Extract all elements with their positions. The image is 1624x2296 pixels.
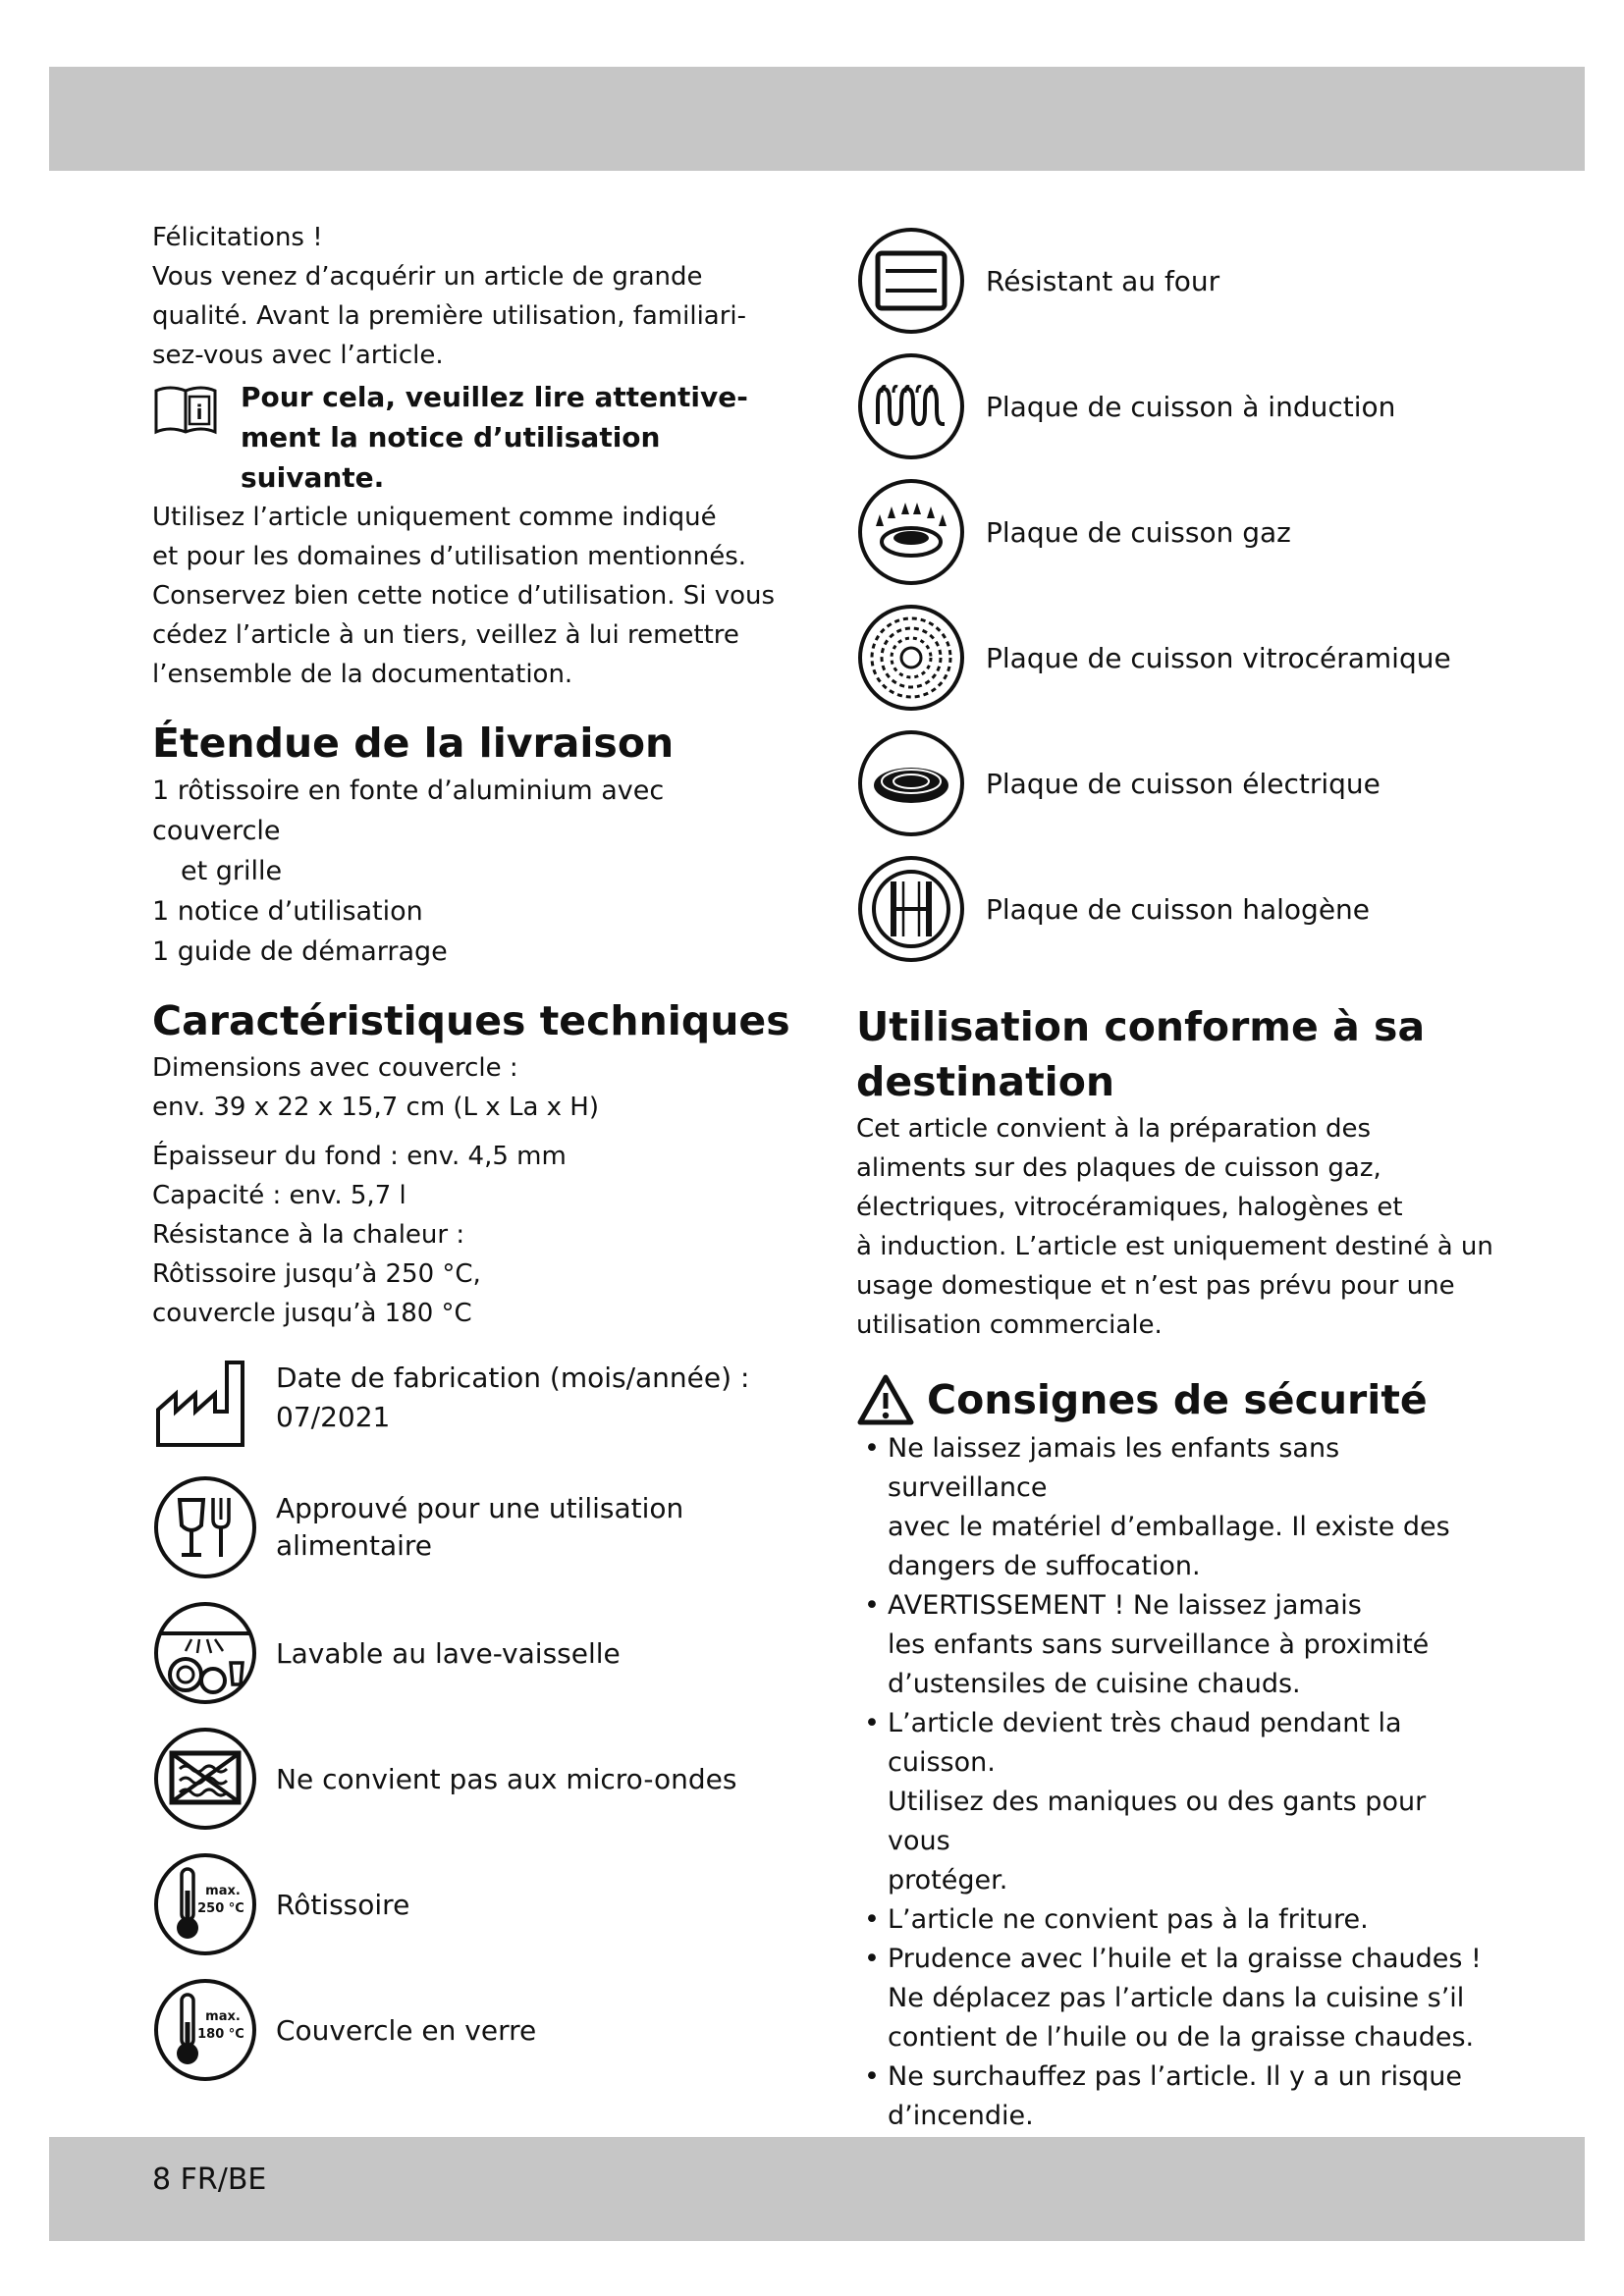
safety-text: d’incendie. xyxy=(888,2101,1034,2131)
right-column xyxy=(856,218,1494,2136)
symbol-label: Plaque de cuisson à induction xyxy=(986,390,1396,423)
safety-text: L’article ne convient pas à la friture. xyxy=(888,1904,1369,1935)
delivery-item: 1 notice d’utilisation xyxy=(152,896,423,927)
thermo-temp-label: 180 °C xyxy=(197,2027,244,2042)
symbol-gas xyxy=(856,469,1494,595)
specs-heading: Caractéristiques techniques xyxy=(152,997,790,1044)
symbol-dishwasher xyxy=(152,1600,790,1706)
safety-text: d’ustensiles de cuisine chauds. xyxy=(888,1669,1301,1699)
symbol-label: 07/2021 xyxy=(276,1401,391,1433)
intended-use-heading: Utilisation conforme à sa xyxy=(856,1003,1426,1050)
symbol-label: Plaque de cuisson vitrocéramique xyxy=(986,641,1451,674)
congrats-text: Félicitations ! xyxy=(152,223,323,252)
symbol-label: Approuvé pour une utilisation xyxy=(276,1492,684,1524)
read-notice-block xyxy=(152,377,790,498)
keep-text: cédez l’article à un tiers, veillez à lui remettre xyxy=(152,620,739,650)
safety-heading: Consignes de sécurité xyxy=(927,1376,1428,1423)
intended-use-text: aliments sur des plaques de cuisson gaz, xyxy=(856,1153,1381,1183)
safety-text: dangers de suffocation. xyxy=(888,1551,1201,1581)
list-item xyxy=(856,2057,1494,2136)
notice-text: suivante. xyxy=(241,461,385,494)
delivery-item: et grille xyxy=(181,856,283,886)
safety-text: avec le matériel d’emballage. Il existe des xyxy=(888,1512,1450,1542)
left-column xyxy=(152,218,790,2083)
symbol-label: Rôtissoire xyxy=(276,1888,410,1921)
bullet-dot: • xyxy=(864,1904,880,1935)
symbol-manufacture xyxy=(152,1355,790,1461)
list-item xyxy=(856,1940,1494,2057)
intended-use-text: à induction. L’article est uniquement destiné à un xyxy=(856,1232,1493,1261)
symbol-label: Lavable au lave-vaisselle xyxy=(276,1636,621,1670)
thermometer-icon xyxy=(152,1977,258,2083)
glass-fork-icon xyxy=(152,1474,258,1580)
electric-hob-icon xyxy=(856,728,966,838)
delivery-heading: Étendue de la livraison xyxy=(152,720,675,767)
safety-text: L’article devient très chaud pendant la cuisson. xyxy=(888,1708,1402,1778)
manual-info-icon xyxy=(152,383,219,440)
spec-line: Dimensions avec couvercle : xyxy=(152,1053,518,1083)
symbol-halogen xyxy=(856,846,1494,972)
symbol-ceramic xyxy=(856,595,1494,721)
symbol-roaster xyxy=(152,1851,790,1957)
use-text: Utilisez l’article uniquement comme indiqué xyxy=(152,503,717,532)
intended-use-text: électriques, vitrocéramiques, halogènes et xyxy=(856,1193,1403,1222)
keep-text: Conservez bien cette notice d’utilisation. Si vous xyxy=(152,581,776,611)
intended-use-text: utilisation commerciale. xyxy=(856,1310,1163,1340)
safety-heading-row xyxy=(856,1372,1494,1427)
intro-line: qualité. Avant la première utilisation, familiari- xyxy=(152,301,747,331)
no-microwave-icon xyxy=(152,1726,258,1832)
header-band xyxy=(49,67,1585,171)
list-item xyxy=(856,1586,1494,1704)
delivery-item: 1 guide de démarrage xyxy=(152,936,448,967)
gas-flame-icon xyxy=(856,477,966,587)
keep-text: l’ensemble de la documentation. xyxy=(152,660,573,689)
bullet-dot: • xyxy=(864,2061,880,2092)
dishwasher-icon xyxy=(152,1600,258,1706)
list-item xyxy=(856,1704,1494,1900)
thermo-temp-label: 250 °C xyxy=(197,1901,244,1916)
symbol-oven xyxy=(856,218,1494,344)
symbol-label: Plaque de cuisson halogène xyxy=(986,892,1371,926)
svg-text:i: i xyxy=(195,400,203,424)
safety-text: AVERTISSEMENT ! Ne laissez jamais xyxy=(888,1590,1362,1621)
symbol-label: Plaque de cuisson gaz xyxy=(986,515,1291,549)
symbol-label: Date de fabrication (mois/année) : xyxy=(276,1362,750,1394)
spec-line: Capacité : env. 5,7 l xyxy=(152,1181,406,1210)
list-item xyxy=(856,1900,1494,1940)
safety-text: les enfants sans surveillance à proximité xyxy=(888,1629,1430,1660)
symbol-label: alimentaire xyxy=(276,1529,433,1562)
safety-text: protéger. xyxy=(888,1865,1008,1896)
symbol-electric xyxy=(856,721,1494,846)
bullet-dot: • xyxy=(864,1433,880,1464)
symbol-label: Ne convient pas aux micro-ondes xyxy=(276,1762,737,1795)
page-number: 8 FR/BE xyxy=(152,2163,267,2197)
safety-text: Ne surchauffez pas l’article. Il y a un risque xyxy=(888,2061,1463,2092)
warning-triangle-icon xyxy=(856,1373,915,1426)
footer-band xyxy=(49,2137,1585,2241)
safety-text: Utilisez des maniques ou des gants pour vous xyxy=(888,1787,1427,1856)
thermo-max-label: max. xyxy=(205,1884,241,1898)
spec-line: Rôtissoire jusqu’à 250 °C, xyxy=(152,1259,481,1289)
thermo-max-label: max. xyxy=(205,2009,241,2024)
safety-text: Ne laissez jamais les enfants sans surveillance xyxy=(888,1433,1340,1503)
spec-line: couvercle jusqu’à 180 °C xyxy=(152,1299,472,1328)
notice-text: Pour cela, veuillez lire attentive- xyxy=(241,381,748,413)
thermometer-icon xyxy=(152,1851,258,1957)
safety-list xyxy=(856,1429,1494,2136)
halogen-hob-icon xyxy=(856,854,966,964)
use-text: et pour les domaines d’utilisation mentionnés. xyxy=(152,542,747,571)
list-item xyxy=(856,1429,1494,1586)
safety-text: Ne déplacez pas l’article dans la cuisine s’il xyxy=(888,1983,1465,2013)
symbol-induction xyxy=(856,344,1494,469)
factory-icon xyxy=(152,1355,258,1461)
symbol-food-safe xyxy=(152,1474,790,1580)
oven-icon xyxy=(856,226,966,336)
delivery-item: 1 rôtissoire en fonte d’aluminium avec couvercle xyxy=(152,775,665,846)
symbol-label: Couvercle en verre xyxy=(276,2013,537,2047)
ceramic-hob-icon xyxy=(856,603,966,713)
notice-text: ment la notice d’utilisation xyxy=(241,421,661,454)
symbol-glass-lid xyxy=(152,1977,790,2083)
symbol-label: Résistant au four xyxy=(986,264,1220,297)
symbol-no-microwave xyxy=(152,1726,790,1832)
intended-use-text: Cet article convient à la préparation des xyxy=(856,1114,1372,1144)
bullet-dot: • xyxy=(864,1708,880,1738)
intro-line: sez-vous avec l’article. xyxy=(152,341,444,370)
safety-text: contient de l’huile ou de la graisse chaudes. xyxy=(888,2022,1475,2053)
bullet-dot: • xyxy=(864,1590,880,1621)
spec-line: Résistance à la chaleur : xyxy=(152,1220,465,1250)
induction-icon xyxy=(856,351,966,461)
intended-use-text: usage domestique et n’est pas prévu pour une xyxy=(856,1271,1455,1301)
spec-line: Épaisseur du fond : env. 4,5 mm xyxy=(152,1142,567,1171)
intended-use-heading: destination xyxy=(856,1058,1115,1105)
symbol-label: Plaque de cuisson électrique xyxy=(986,767,1380,800)
bullet-dot: • xyxy=(864,1944,880,1974)
intro-line: Vous venez d’acquérir un article de grande xyxy=(152,262,703,292)
safety-text: Prudence avec l’huile et la graisse chaudes ! xyxy=(888,1944,1482,1974)
spec-line: env. 39 x 22 x 15,7 cm (L x La x H) xyxy=(152,1093,599,1122)
